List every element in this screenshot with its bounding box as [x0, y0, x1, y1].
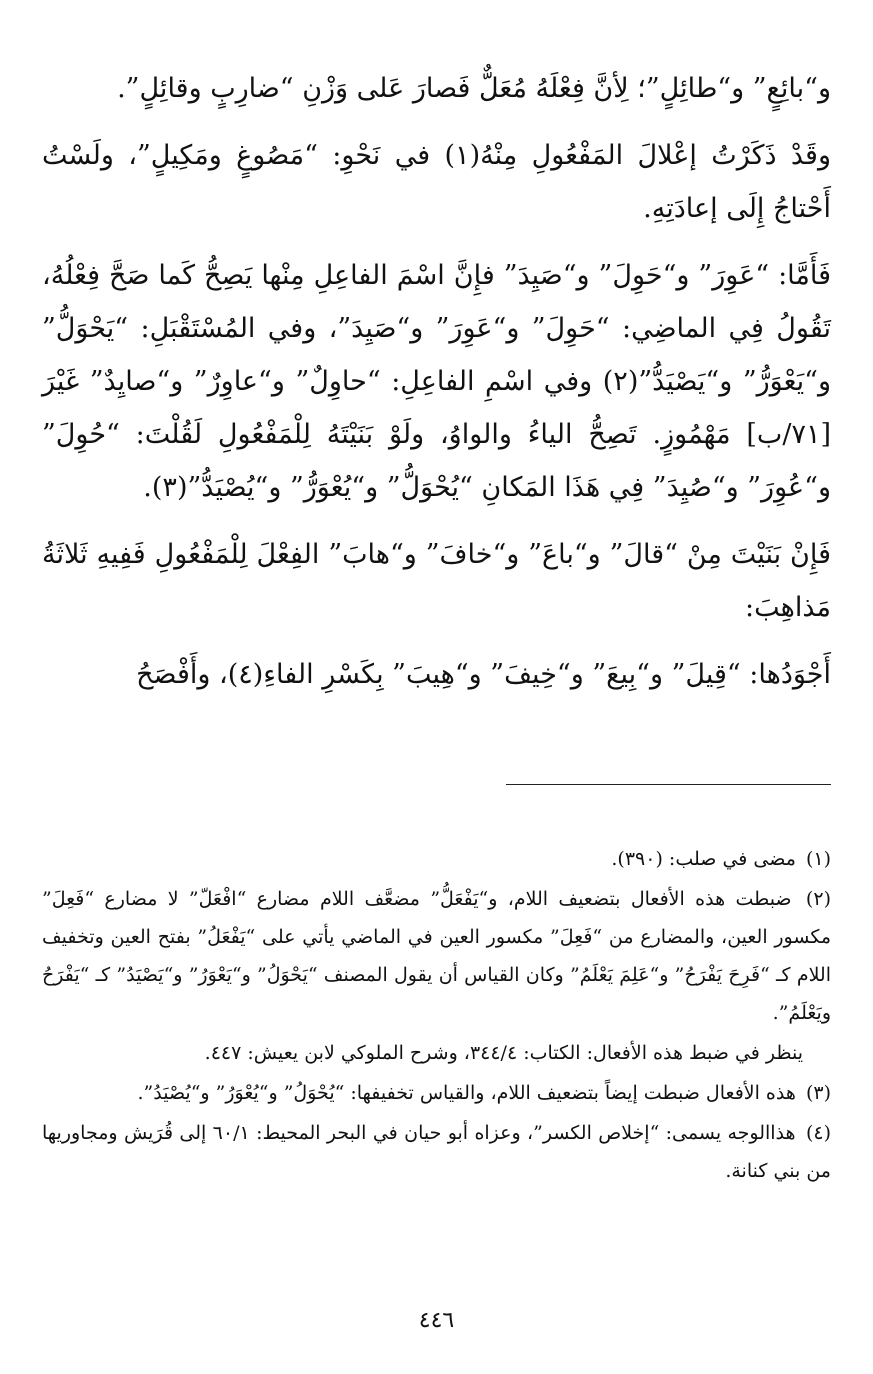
- footnote-text: هذه الأفعال ضبطت إيضاً بتضعيف اللام، والقياس تخفيفها: “يُحْوَلُ” و“يُعْوَرُ” و“يُصْيَدُ”.: [137, 1082, 796, 1104]
- paragraph: وقَدْ ذَكَرْتُ إعْلالَ المَفْعُولِ مِنْهُ(١) في نَحْوِ: “مَصُوغٍ ومَكِيلٍ”، ولَسْتُ أَحْتاجُ إِلَى إعادَتِهِ.: [42, 140, 831, 224]
- paragraph: و“بائِعٍ” و“طائِلٍ”؛ لِأنَّ فِعْلَهُ مُعَلٌّ فَصارَ عَلى وَزْنِ “ضارِبٍ وقائِلٍ”.: [117, 73, 831, 104]
- footnote-separator: [506, 784, 831, 785]
- footnote-number: (٣): [805, 1082, 831, 1104]
- footnote-1: [42, 840, 831, 878]
- footnote-number: (١): [805, 848, 831, 870]
- footnote-number: (٢): [805, 888, 831, 910]
- paragraph: أَجْوَدُها: “قِيلَ” و“بِيعَ” و“خِيفَ” و“هِيبَ” بِكَسْرِ الفاءِ(٤)، وأَفْصَحُ: [136, 659, 831, 690]
- footnotes: [42, 840, 831, 1190]
- footnote-text: ينظر في ضبط هذه الأفعال: الكتاب: ٣٤٤/٤، وشرح الملوكي لابن يعيش: ٤٤٧.: [204, 1042, 803, 1064]
- footnote-2-continuation: [42, 1034, 831, 1072]
- footnote-text: هذاالوجه يسمى: “إخلاص الكسر”، وعزاه أبو حيان في البحر المحيط: ٦٠/١ إلى قُرَيش ومجاوريها من بني كنانة.: [42, 1122, 831, 1182]
- footnote-text: ضبطت هذه الأفعال بتضعيف اللام، و“يَفْعَلُّ” مضعَّف اللام مضارع “افْعَلّ” لا مضارع “فَعِلَ” مكسور العين، والمضارع من “فَعِلَ” مكسور العين في الماضي يأتي على “يَفْعَلُ” بفتح العين وتخفيف اللام كـ “فَرِحَ يَفْرَحُ” و“عَلِمَ يَعْلَمُ” وكان القياس أن يقول المصنف “يَحْوَلُ” و“يَعْوَرُ” و“يَصْيَدُ” كـ “يَفْرَحُ ويَعْلَمُ”.: [42, 888, 831, 1024]
- footnote-3: [42, 1074, 831, 1112]
- paragraph: فَإِنْ بَنَيْتَ مِنْ “قالَ” و“باعَ” و“خافَ” و“هابَ” الفِعْلَ لِلْمَفْعُولِ فَفِيهِ ثَلاثَةُ مَذاهِبَ:: [42, 539, 831, 623]
- footnote-number: (٤): [805, 1122, 831, 1144]
- page-number: ٤٤٦: [418, 1308, 455, 1333]
- footnote-text: مضى في صلب: (٣٩٠).: [611, 848, 796, 870]
- footnote-2: [42, 880, 831, 1032]
- paragraph: فَأَمَّا: “عَوِرَ” و“حَوِلَ” و“صَيِدَ” فإِنَّ اسْمَ الفاعِلِ مِنْها يَصِحُّ كَما صَحَّ فِعْلُهُ، تَقُولُ فِي الماضِي: “حَوِلَ” و“عَوِرَ” و“صَيِدَ”، وفي المُسْتَقْبَلِ: “يَحْوَلُّ” و“يَعْوَرُّ” و“يَصْيَدُّ”(٢) وفي اسْمِ الفاعِلِ: “حاوِلٌ” و“عاوِرٌ” و“صايِدٌ” غَيْرَ [٧١/ب] مَهْمُوزٍ. تَصِحُّ الياءُ والواوُ، ولَوْ بَنَيْتَهُ لِلْمَفْعُولِ لَقُلْتَ: “حُوِلَ” و“عُوِرَ” و“صُيِدَ” فِي هَذَا المَكانِ “يُحْوَلُّ” و“يُعْوَرُّ” و“يُصْيَدُّ”(٣).: [42, 260, 831, 503]
- footnote-4: [42, 1114, 831, 1190]
- main-text: [42, 62, 831, 701]
